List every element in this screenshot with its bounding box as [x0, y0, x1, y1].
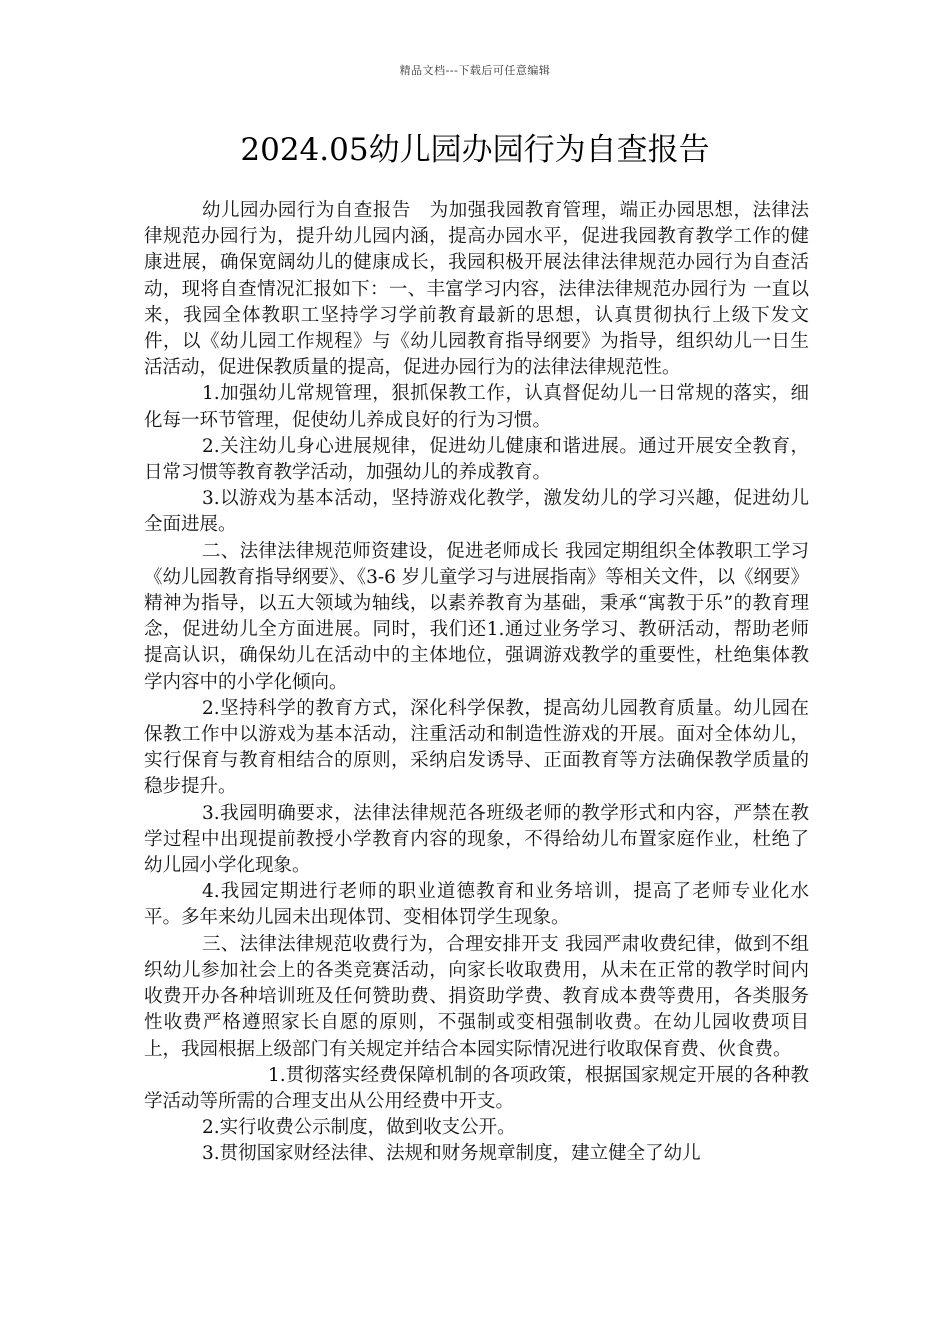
paragraph: 二、法律法律规范师资建设，促进老师成长 我园定期组织全体教职工学习《幼儿园教育指导纲要》、《3-6 岁儿童学习与进展指南》等相关文件，以《纲要》精神为指导，以五大领域为轴线，以素养教育为基础，秉承“寓教于乐”的教育理念，促进幼儿全方面进展。同时，我们还1.通过业务学习、教研活动，帮助老师提高认识，确保幼儿在活动中的主体地位，强调游戏教学的重要性，杜绝集体教学内容中的小学化倾向。	[144, 540, 809, 693]
paragraph: 4.我园定期进行老师的职业道德教育和业务培训，提高了老师专业化水平。多年来幼儿园未出现体罚、变相体罚学生现象。	[144, 881, 809, 929]
paragraph: 3.贯彻国家财经法律、法规和财务规章制度，建立健全了幼儿	[202, 1143, 701, 1165]
paragraph: 2.实行收费公示制度，做到收支公开。	[202, 1117, 516, 1139]
document-title: 2024.05幼儿园办园行为自查报告	[240, 132, 710, 168]
header-note: 精品文档---下载后可任意编辑	[399, 64, 551, 77]
paragraph: 1.贯彻落实经费保障机制的各项政策，根据国家规定开展的各种教学活动等所需的合理支出从公用经费中开支。	[144, 1064, 809, 1112]
paragraph: 3.我园明确要求，法律法律规范各班级老师的教学形式和内容，严禁在教学过程中出现提前教授小学教育内容的现象，不得给幼儿布置家庭作业，杜绝了幼儿园小学化现象。	[144, 802, 809, 877]
paragraph: 2.关注幼儿身心进展规律，促进幼儿健康和谐进展。通过开展安全教育，日常习惯等教育教学活动，加强幼儿的养成教育。	[144, 435, 809, 484]
paragraph: 1.加强幼儿常规管理，狠抓保教工作，认真督促幼儿一日常规的落实，细化每一环节管理，促使幼儿养成良好的行为习惯。	[144, 383, 809, 431]
paragraph: 3.以游戏为基本活动，坚持游戏化教学，激发幼儿的学习兴趣，促进幼儿全面进展。	[144, 488, 809, 536]
paragraph: 三、法律法律规范收费行为，合理安排开支 我园严肃收费纪律，做到不组织幼儿参加社会上的各类竞赛活动，向家长收取费用，从未在正常的教学时间内收费开办各种培训班及任何赞助费、捐资助学费、教育成本费等费用，各类服务性收费严格遵照家长自愿的原则，不强制或变相强制收费。在幼儿园收费项目上，我园根据上级部门有关规定并结合本园实际情况进行收取保育费、伙食费。	[144, 933, 809, 1060]
paragraph: 2.坚持科学的教育方式，深化科学保教，提高幼儿园教育质量。幼儿园在保教工作中以游戏为基本活动，注重活动和制造性游戏的开展。面对全体幼儿，实行保育与教育相结合的原则，采纳启发诱导、正面教育等方法确保教学质量的稳步提升。	[144, 697, 809, 798]
paragraph: 幼儿园办园行为自查报告 为加强我园教育管理，端正办园思想，法律法律规范办园行为，提升幼儿园内涵，提高办园水平，促进我园教育教学工作的健康进展，确保宽阔幼儿的健康成长，我园积极开展法律法律规范办园行为自查活动，现将自查情况汇报如下：一、丰富学习内容，法律法律规范办园行为 一直以来，我园全体教职工坚持学习学前教育最新的思想，认真贯彻执行上级下发文件，以《幼儿园工作规程》与《幼儿园教育指导纲要》为指导，组织幼儿一日生活活动，促进保教质量的提高，促进办园行为的法律法律规范性。	[144, 200, 809, 379]
document-body	[144, 198, 809, 1168]
